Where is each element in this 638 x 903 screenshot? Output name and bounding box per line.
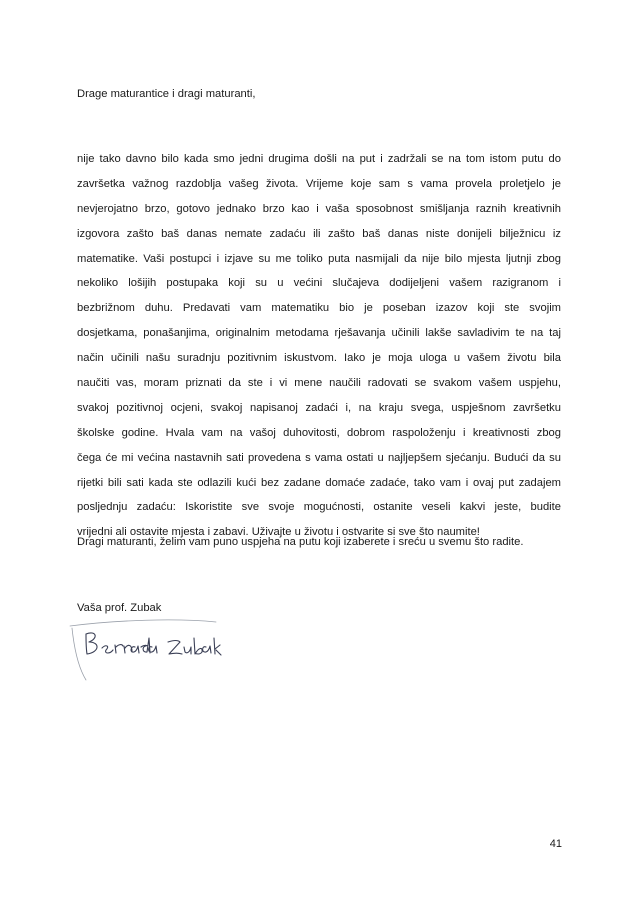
body-line: izgovora zašto baš danas nemate zadaću ili zašto baš danas niste donijeli bilježnicu iz <box>77 227 561 240</box>
body-line: nije tako davno bilo kada smo jedni drugima došli na put i zadržali se na tom istom putu do <box>77 153 561 165</box>
letter-closing: Dragi maturanti, želim vam puno uspjeha na putu koji izaberete i sreću u svemu što radite. <box>77 536 524 548</box>
body-line: nevjerojatno brzo, gotovo jednako brzo kao i vaša sposobnost smišljanja raznih kreativnih <box>77 202 561 215</box>
body-line: čega će mi većina nastavnih sati provedena s vama ostati u najljepšem sjećanju. Budući da su <box>77 451 561 464</box>
body-line: matematike. Vaši postupci i izjave su me toliko puta nasmijali da nije bilo mjesta ljutnji zbog <box>77 252 561 265</box>
body-line: način učinili našu suradnju pozitivnim iskustvom. Iako je moja uloga u vašem životu bila <box>77 352 561 365</box>
signature-stroke <box>86 633 221 655</box>
body-line: bezbrižnom duhu. Predavati vam matematiku bio je poseban izazov koji ste svojim <box>77 302 561 315</box>
body-line: školske godine. Hvala vam na vašoj duhovitosti, dobrom raspoloženju i kreativnosti zbog <box>77 426 561 439</box>
letter-greeting: Drage maturantice i dragi maturanti, <box>77 88 256 100</box>
body-line: rijetki bili sati kada ste odlazili kući bez zadane domaće zadaće, tako vam i ovaj put zadajem <box>77 476 561 489</box>
letter-body <box>77 147 561 545</box>
body-line: posljednju zadaću: Iskoristite sve svoje mogućnosti, ostanite veseli kakvi jeste, budite <box>77 501 561 514</box>
page-number: 41 <box>549 838 562 850</box>
handwritten-signature <box>66 612 226 684</box>
letter-sign-off: Vaša prof. Zubak <box>77 602 162 614</box>
body-line: završetka važnog razdoblja vašeg života. Vrijeme koje sam s vama provela proletjelo je <box>77 177 561 190</box>
body-line: naučiti vas, moram priznati da ste i vi mene naučili radovati se svakom vašem uspjehu, <box>77 377 561 390</box>
body-line: dosjetkama, ponašanjima, originalnim metodama rješavanja učinili lakše savladivim te na taj <box>77 327 561 340</box>
body-line: vrijedni ali ostavite mjesta i zabavi. Uživajte u životu i ostvarite si sve što naumite! <box>77 526 480 539</box>
body-line: svakoj pozitivnoj ocjeni, svakoj napisanoj zadaći i, na kraju svega, uspješnom završetku <box>77 401 561 414</box>
body-line: nekoliko lošijih postupaka koji su u većini slučajeva dodijeljeni vašem razigranom i <box>77 277 561 290</box>
